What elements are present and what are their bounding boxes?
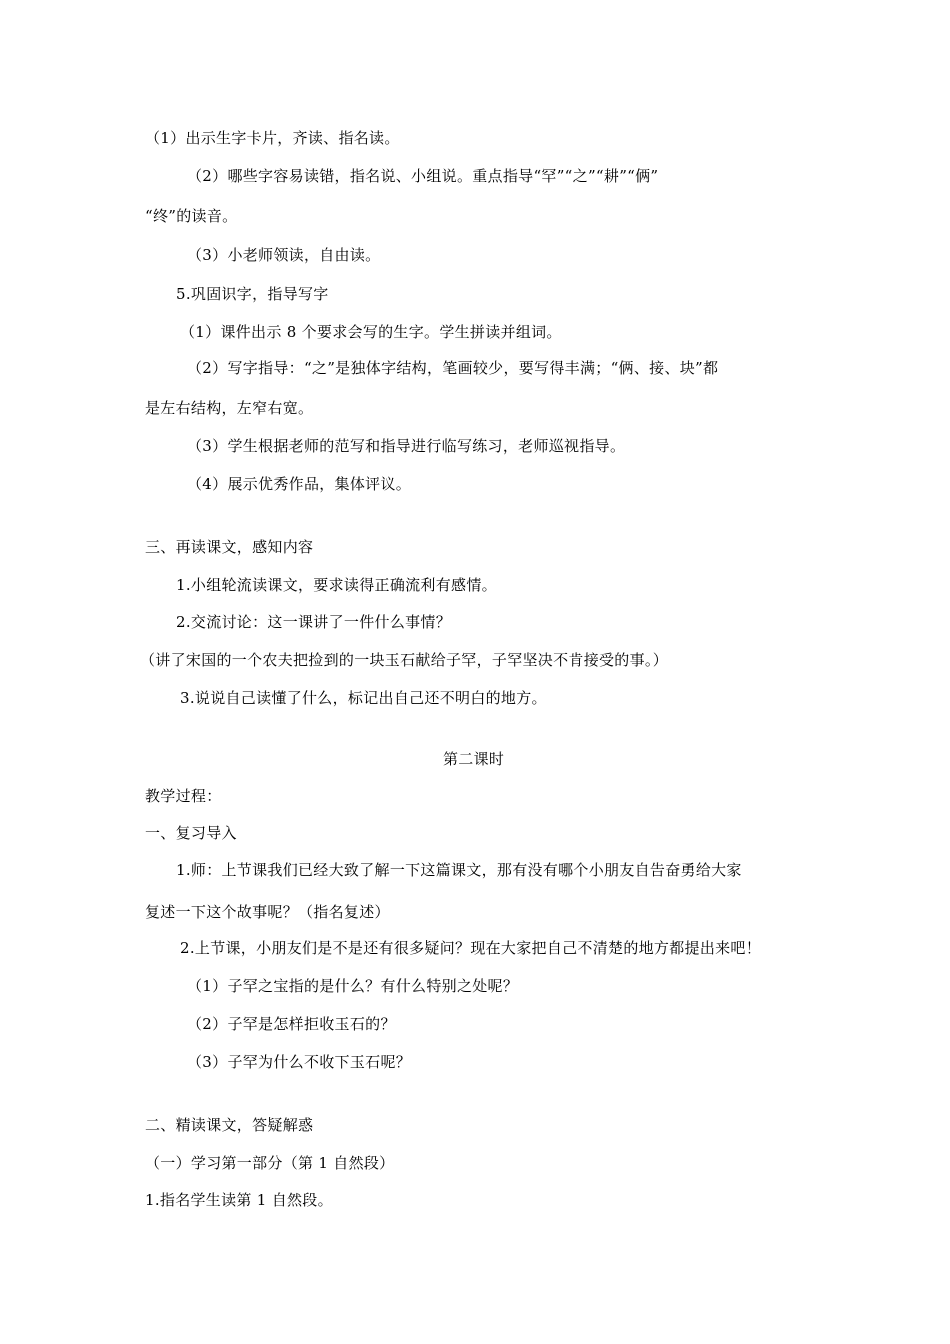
text-line: 是左右结构，左窄右宽。 (145, 399, 314, 417)
section-heading: 一、复习导入 (145, 824, 237, 842)
text-line: （1）出示生字卡片，齐读、指名读。 (145, 129, 400, 147)
text-line: （4）展示优秀作品，集体评议。 (187, 475, 412, 493)
section-heading: 二、精读课文，答疑解惑 (145, 1116, 314, 1134)
text-line: 5.巩固识字，指导写字 (176, 285, 329, 303)
text-line: 3.说说自己读懂了什么，标记出自己还不明白的地方。 (180, 689, 547, 707)
text-line: （一）学习第一部分（第 1 自然段） (145, 1154, 395, 1172)
text-line: 2.交流讨论：这一课讲了一件什么事情？ (176, 613, 452, 631)
text-line: （讲了宋国的一个农夫把捡到的一块玉石献给子罕，子罕坚决不肯接受的事。） (140, 651, 669, 669)
text-line: （1）子罕之宝指的是什么？有什么特别之处呢？ (187, 977, 519, 995)
text-line: （2）写字指导：“之”是独体字结构，笔画较少，要写得丰满；“俩、接、块”都 (187, 359, 719, 377)
text-line: 复述一下这个故事呢？（指名复述） (145, 903, 390, 921)
text-line: 1.师：上节课我们已经大致了解一下这篇课文，那有没有哪个小朋友自告奋勇给大家 (176, 861, 742, 879)
text-line: （3）小老师领读，自由读。 (187, 246, 381, 264)
lesson-title: 第二课时 (443, 750, 505, 768)
text-line: （2）哪些字容易读错，指名说、小组说。重点指导“罕”“之”“耕”“俩” (187, 167, 659, 185)
text-line: 2.上节课，小朋友们是不是还有很多疑问？现在大家把自己不清楚的地方都提出来吧！ (180, 939, 762, 957)
text-line: （2）子罕是怎样拒收玉石的？ (187, 1015, 396, 1033)
text-line: 1.小组轮流读课文，要求读得正确流利有感情。 (176, 576, 497, 594)
text-line: 1.指名学生读第 1 自然段。 (145, 1191, 333, 1209)
text-line: “终”的读音。 (145, 207, 238, 225)
text-line: （3）子罕为什么不收下玉石呢？ (187, 1053, 412, 1071)
text-line: （3）学生根据老师的范写和指导进行临写练习，老师巡视指导。 (187, 437, 626, 455)
section-heading: 三、再读课文，感知内容 (145, 538, 314, 556)
text-line: 教学过程： (145, 787, 222, 805)
text-line: （1）课件出示 8 个要求会写的生字。学生拼读并组词。 (180, 323, 562, 341)
